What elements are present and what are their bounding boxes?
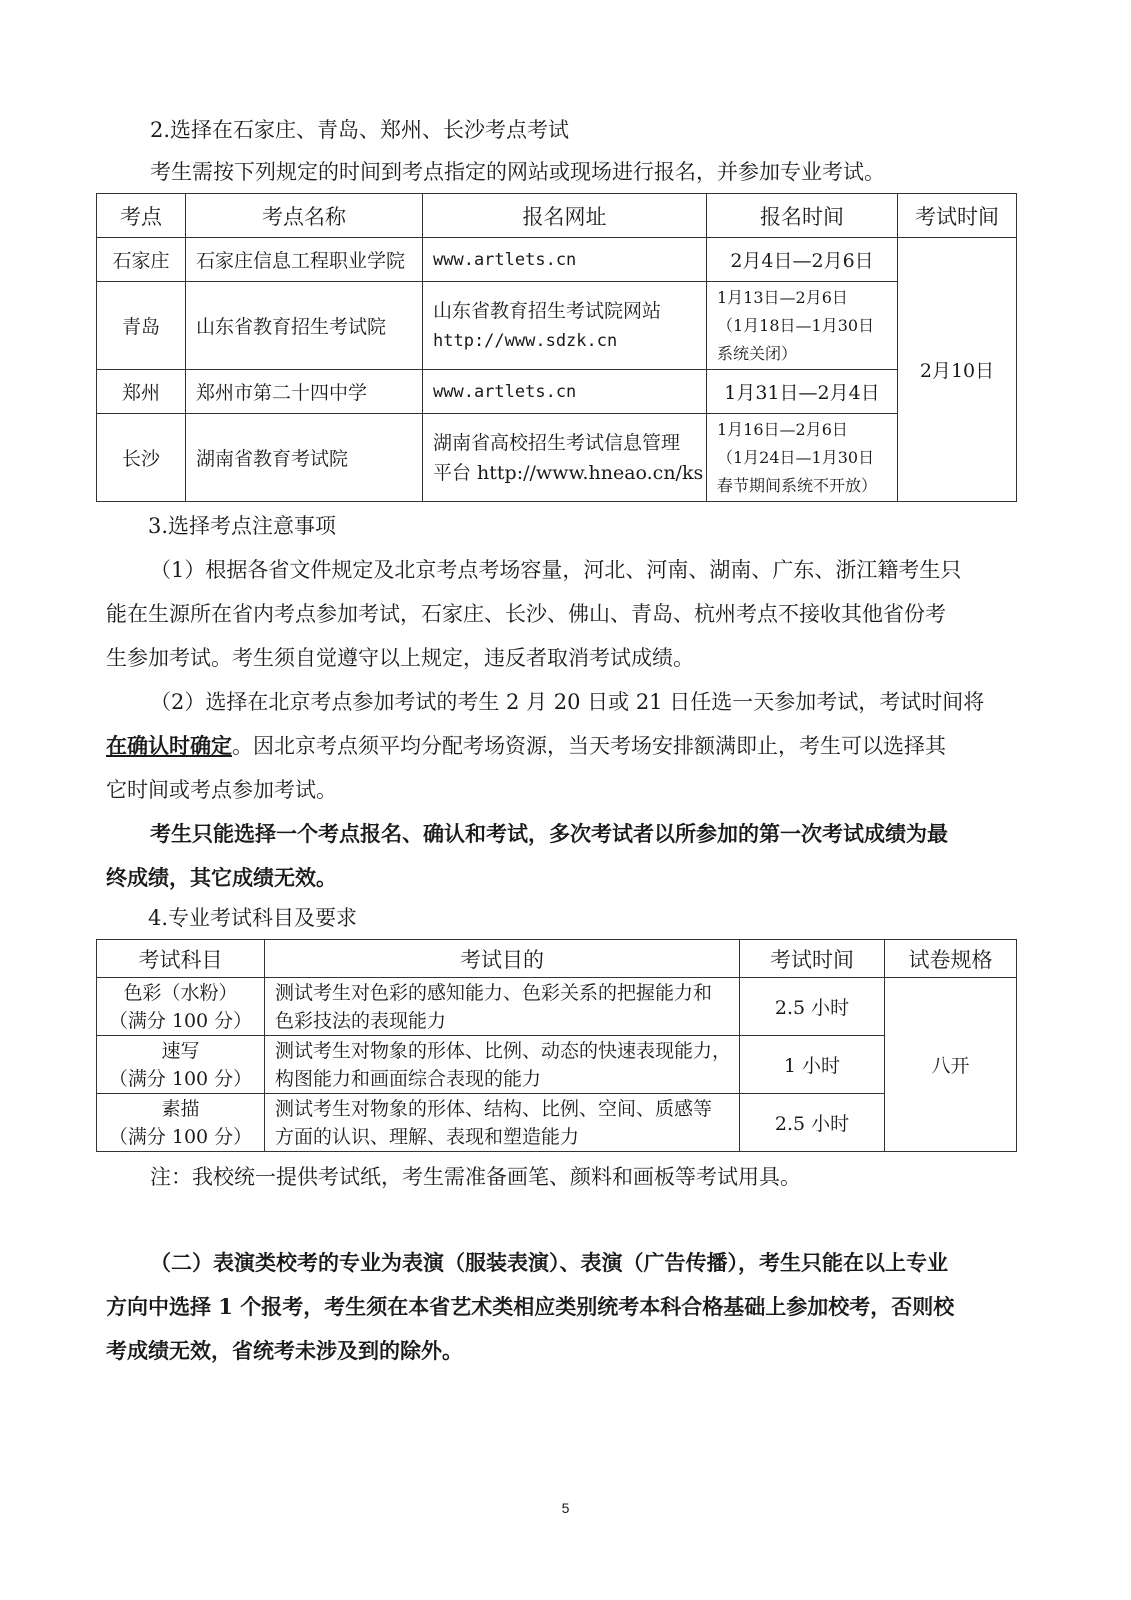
url-line: http://www.sdzk.cn bbox=[433, 330, 618, 351]
paper-size-cell: 八开 bbox=[885, 978, 1017, 1152]
purpose-cell bbox=[265, 1036, 740, 1094]
site-cell: 长沙 bbox=[97, 414, 186, 502]
table-row bbox=[97, 978, 1017, 1036]
duration-cell: 1 小时 bbox=[740, 1036, 885, 1094]
subject-line: 速写 bbox=[161, 1039, 200, 1062]
paragraph-line bbox=[106, 732, 946, 760]
paragraph-text: 。因北京考点须平均分配考场资源，当天考场安排额满即止，考生可以选择其 bbox=[232, 734, 946, 758]
url-cell bbox=[423, 414, 707, 502]
col-header: 考试科目 bbox=[97, 940, 265, 978]
col-header: 考试目的 bbox=[265, 940, 740, 978]
paragraph-line: （二）表演类校考的专业为表演（服装表演）、表演（广告传播），考生只能在以上专业 bbox=[150, 1250, 948, 1275]
table-row bbox=[97, 414, 1017, 502]
purpose-cell bbox=[265, 978, 740, 1036]
purpose-line: 测试考生对色彩的感知能力、色彩关系的把握能力和 bbox=[275, 981, 713, 1004]
site-cell: 石家庄 bbox=[97, 238, 186, 282]
section4-heading: 4.专业考试科目及要求 bbox=[148, 906, 358, 930]
purpose-line: 构图能力和画面综合表现的能力 bbox=[275, 1067, 542, 1090]
underlined-phrase: 在确认时确定 bbox=[106, 733, 232, 758]
reg-time-line: （1月24日—1月30日 bbox=[717, 447, 875, 467]
col-header: 考试时间 bbox=[740, 940, 885, 978]
table-note: 注：我校统一提供考试纸，考生需准备画笔、颜料和画板等考试用具。 bbox=[150, 1165, 801, 1189]
subject-line: 素描 bbox=[161, 1097, 200, 1120]
duration-cell: 2.5 小时 bbox=[740, 1094, 885, 1152]
paragraph-line: （2）选择在北京考点参加考试的考生 2 月 20 日或 21 日任选一天参加考试，考试时间将 bbox=[150, 690, 985, 714]
paragraph-line: 它时间或考点参加考试。 bbox=[106, 778, 337, 802]
table-header-row bbox=[97, 194, 1017, 238]
table-row bbox=[97, 238, 1017, 282]
reg-time-line: 1月16日—2月6日 bbox=[717, 419, 848, 439]
paragraph-line: 生参加考试。考生须自觉遵守以上规定，违反者取消考试成绩。 bbox=[106, 646, 694, 670]
site-cell: 郑州 bbox=[97, 370, 186, 414]
paragraph-line: 考成绩无效，省统考未涉及到的除外。 bbox=[106, 1338, 463, 1363]
purpose-line: 测试考生对物象的形体、结构、比例、空间、质感等 bbox=[275, 1097, 713, 1120]
duration-cell: 2.5 小时 bbox=[740, 978, 885, 1036]
exam-time-cell: 2月10日 bbox=[898, 238, 1017, 502]
col-header: 试卷规格 bbox=[885, 940, 1017, 978]
url-line: 湖南省高校招生考试信息管理 bbox=[433, 431, 681, 454]
col-header: 报名网址 bbox=[423, 194, 707, 238]
purpose-line: 色彩技法的表现能力 bbox=[275, 1009, 447, 1032]
purpose-cell bbox=[265, 1094, 740, 1152]
url-cell: www.artlets.cn bbox=[423, 370, 707, 414]
col-header: 报名时间 bbox=[707, 194, 898, 238]
subject-line: （满分 100 分） bbox=[108, 1009, 253, 1032]
reg-time-cell: 2月4日—2月6日 bbox=[707, 238, 898, 282]
subject-cell bbox=[97, 1036, 265, 1094]
url-cell bbox=[423, 282, 707, 370]
col-header: 考点名称 bbox=[186, 194, 423, 238]
purpose-line: 方面的认识、理解、表现和塑造能力 bbox=[275, 1125, 580, 1148]
col-header: 考点 bbox=[97, 194, 186, 238]
page-number: 5 bbox=[561, 1500, 570, 1516]
table-row bbox=[97, 282, 1017, 370]
subject-line: 色彩（水粉） bbox=[123, 981, 238, 1004]
reg-time-cell bbox=[707, 414, 898, 502]
table-row bbox=[97, 1094, 1017, 1152]
reg-time-line: 春节期间系统不开放） bbox=[717, 475, 878, 495]
paragraph-line: 能在生源所在省内考点参加考试，石家庄、长沙、佛山、青岛、杭州考点不接收其他省份考 bbox=[106, 602, 946, 626]
reg-time-line: 系统关闭） bbox=[717, 343, 798, 363]
section2-intro: 考生需按下列规定的时间到考点指定的网站或现场进行报名，并参加专业考试。 bbox=[150, 160, 885, 184]
exam-sites-table bbox=[96, 193, 1017, 502]
url-cell: www.artlets.cn bbox=[423, 238, 707, 282]
subject-cell bbox=[97, 978, 265, 1036]
site-name-cell: 郑州市第二十四中学 bbox=[186, 370, 423, 414]
purpose-line: 测试考生对物象的形体、比例、动态的快速表现能力， bbox=[275, 1039, 732, 1062]
site-name-cell: 湖南省教育考试院 bbox=[186, 414, 423, 502]
url-line: 山东省教育招生考试院网站 bbox=[433, 299, 662, 322]
site-name-cell: 石家庄信息工程职业学院 bbox=[186, 238, 423, 282]
subject-line: （满分 100 分） bbox=[108, 1125, 253, 1148]
reg-time-cell: 1月31日—2月4日 bbox=[707, 370, 898, 414]
bold-notice-line: 考生只能选择一个考点报名、确认和考试，多次考试者以所参加的第一次考试成绩为最 bbox=[150, 821, 948, 846]
site-cell: 青岛 bbox=[97, 282, 186, 370]
reg-time-line: 1月13日—2月6日 bbox=[717, 287, 848, 307]
table-row bbox=[97, 1036, 1017, 1094]
site-name-cell: 山东省教育招生考试院 bbox=[186, 282, 423, 370]
url-line: 平台 http://www.hneao.cn/ks bbox=[433, 461, 704, 484]
reg-time-cell bbox=[707, 282, 898, 370]
exam-subjects-table bbox=[96, 939, 1017, 1152]
reg-time-line: （1月18日—1月30日 bbox=[717, 315, 875, 335]
section2-heading: 2.选择在石家庄、青岛、郑州、长沙考点考试 bbox=[150, 118, 570, 142]
subject-line: （满分 100 分） bbox=[108, 1067, 253, 1090]
col-header: 考试时间 bbox=[898, 194, 1017, 238]
table-header-row bbox=[97, 940, 1017, 978]
table-row bbox=[97, 370, 1017, 414]
subject-cell bbox=[97, 1094, 265, 1152]
paragraph-line: 方向中选择 1 个报考，考生须在本省艺术类相应类别统考本科合格基础上参加校考，否则校 bbox=[106, 1294, 955, 1319]
bold-notice-line: 终成绩，其它成绩无效。 bbox=[106, 865, 337, 890]
section3-heading: 3.选择考点注意事项 bbox=[148, 514, 337, 538]
paragraph-line: （1）根据各省文件规定及北京考点考场容量，河北、河南、湖南、广东、浙江籍考生只 bbox=[150, 558, 962, 582]
